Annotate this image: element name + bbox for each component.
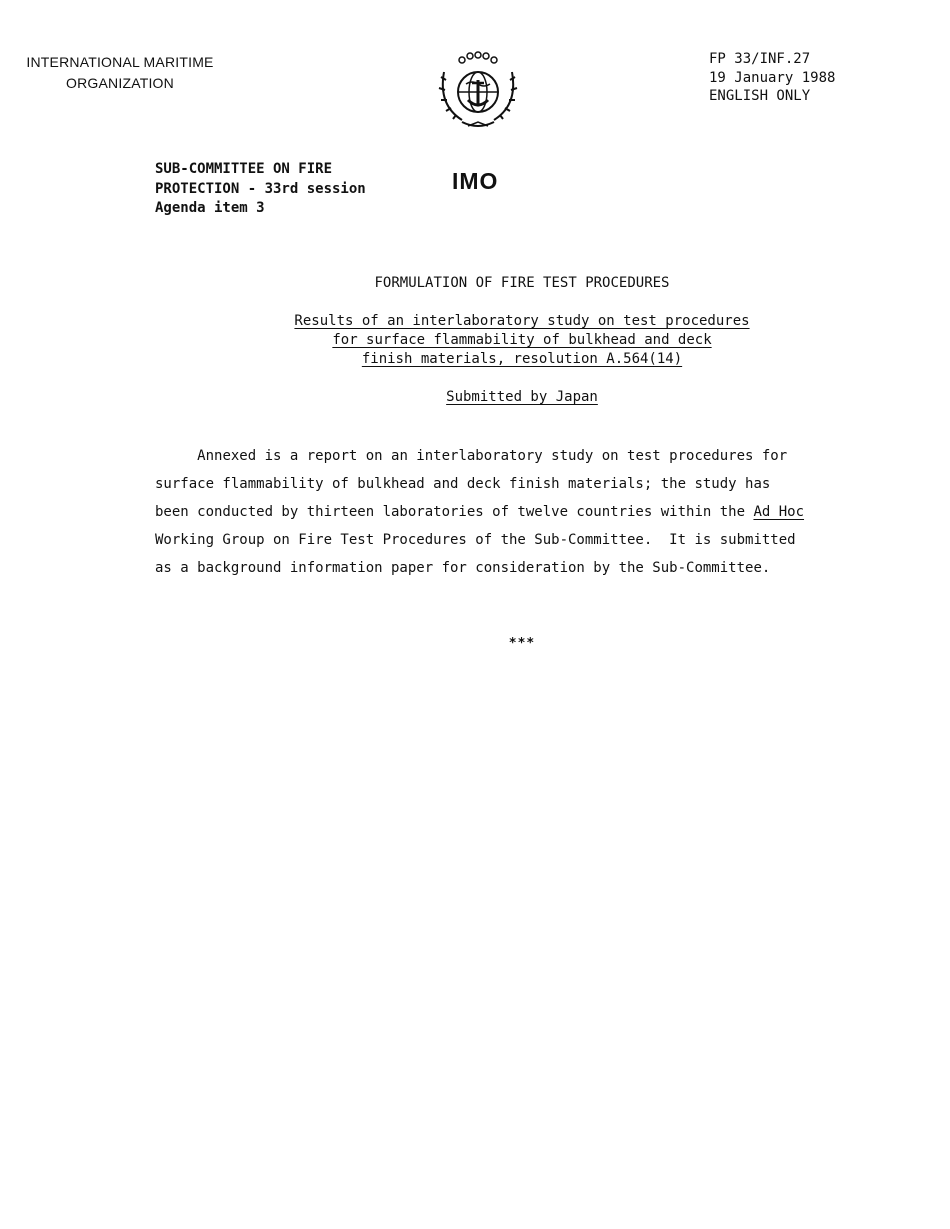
body-paragraph [155,442,880,582]
committee-line-1: SUB-COMMITTEE ON FIRE [155,161,333,177]
body-line-1: Annexed is a report on an interlaboratory study on test procedures for [197,448,788,464]
document-reference [709,50,835,106]
document-language: ENGLISH ONLY [709,88,811,104]
organization-name-line-2: ORGANIZATION [66,75,174,91]
document-heading: FORMULATION OF FIRE TEST PROCEDURES [374,275,670,291]
section-separator: *** [508,636,536,651]
body-line-5: as a background information paper for consideration by the Sub-Committee. [155,560,771,576]
ad-hoc-term: Ad Hoc [753,504,805,520]
submitted-by-text: Submitted by Japan [446,389,598,405]
document-subtitle [240,312,804,369]
imo-emblem-icon [432,50,524,130]
document-number: FP 33/INF.27 [709,51,811,67]
committee-line-2: PROTECTION - 33rd session [155,180,366,197]
committee-block [155,160,366,219]
subtitle-line-1: Results of an interlaboratory study on test procedures [294,313,750,329]
organization-name-line-1: INTERNATIONAL MARITIME [26,54,214,70]
body-line-3: been conducted by thirteen laboratories of twelve countries within the Ad Hoc [155,504,805,520]
committee-agenda-item: Agenda item 3 [155,200,265,216]
subtitle-line-2: for surface flammability of bulkhead and deck [332,332,712,348]
imo-mark: IMO [452,168,499,194]
body-line-2: surface flammability of bulkhead and deck finish materials; the study has [155,476,771,492]
subtitle-line-3: finish materials, resolution A.564(14) [361,351,683,367]
document-date: 19 January 1988 [709,69,836,86]
body-line-4: Working Group on Fire Test Procedures of the Sub-Committee. It is submitted [155,532,796,548]
organization-name [0,52,240,94]
submitted-by [322,388,722,406]
